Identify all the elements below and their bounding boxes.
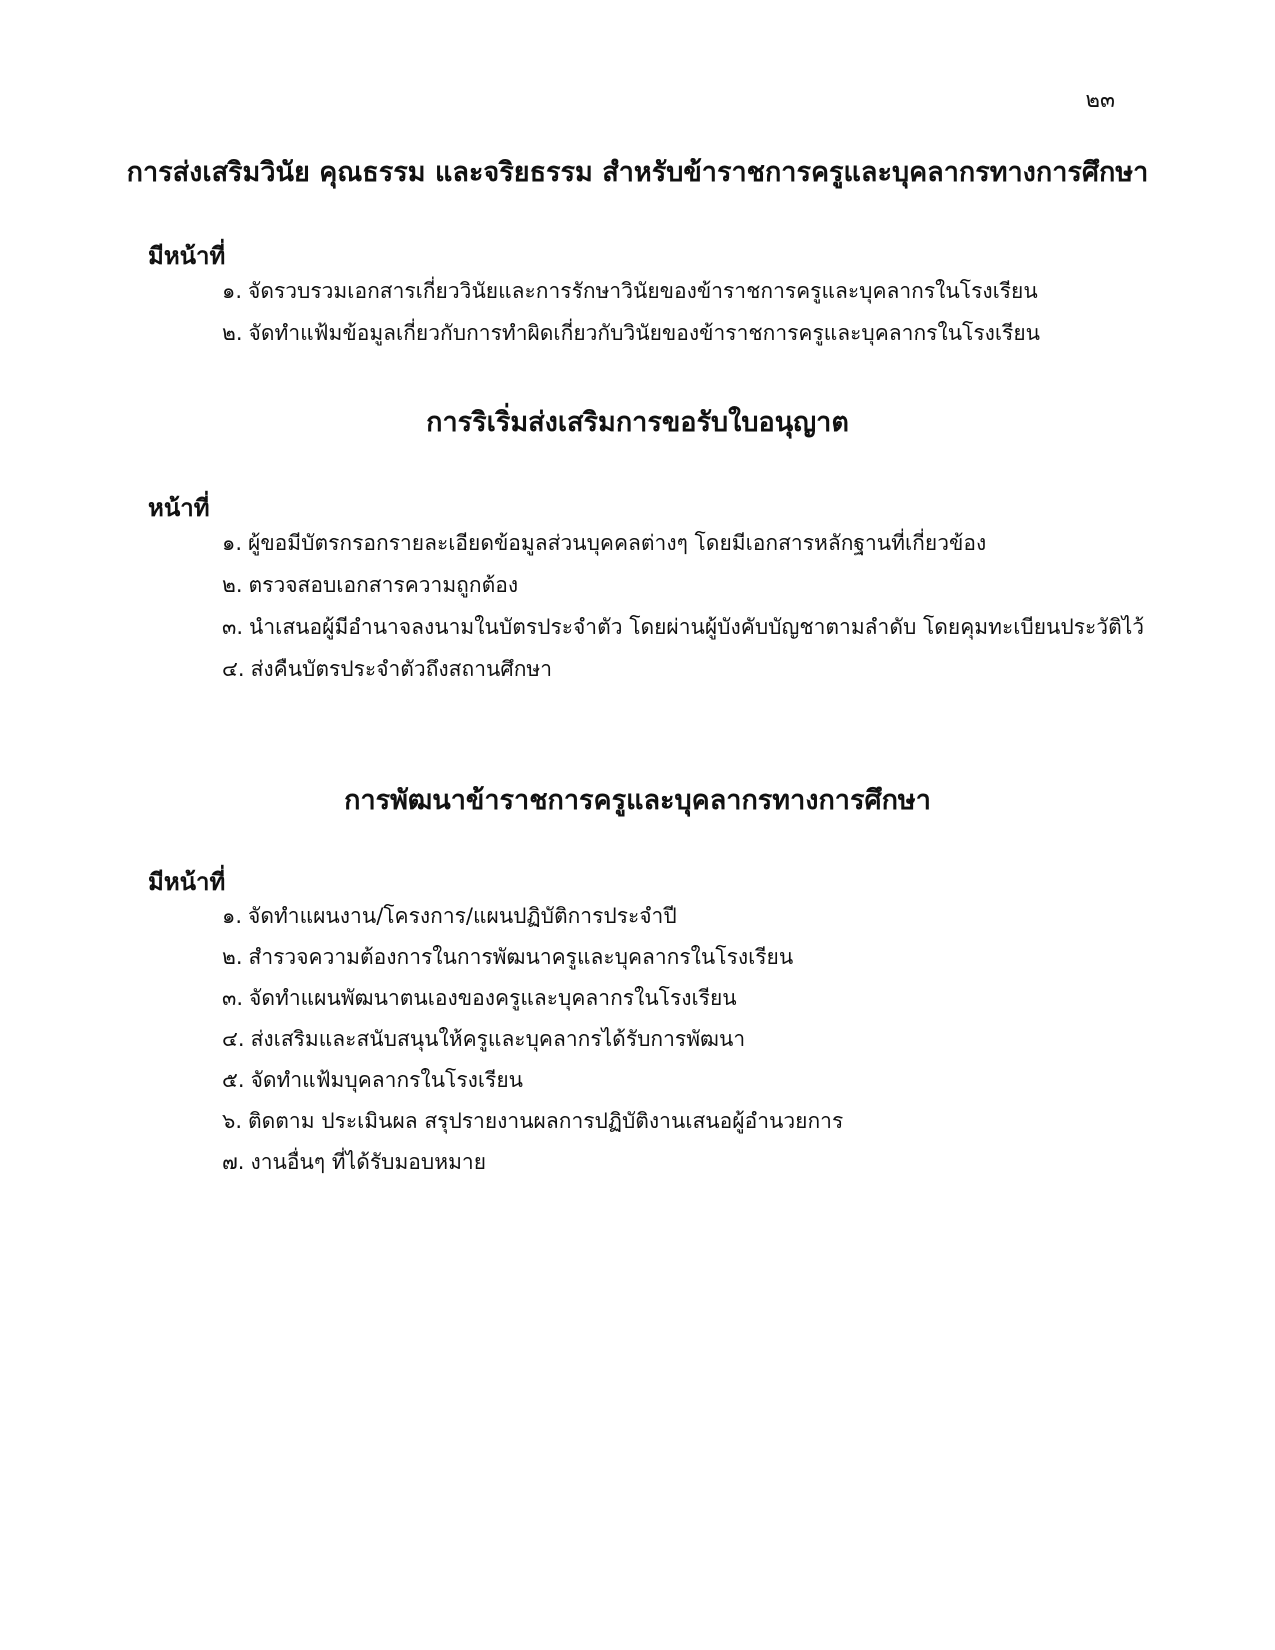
list-item xyxy=(222,1060,843,1101)
item-number: ๔. xyxy=(222,1027,245,1051)
item-number: ๑. xyxy=(222,531,243,555)
list-item xyxy=(222,1101,843,1142)
duty-heading-license: หน้าที่ xyxy=(148,494,210,522)
item-number: ๓. xyxy=(222,986,244,1010)
item-text: ส่งคืนบัตรประจำตัวถึงสถานศึกษา xyxy=(250,657,553,681)
list-item xyxy=(222,978,843,1019)
item-text: นำเสนอผู้มีอำนาจลงนามในบัตรประจำตัว โดยผ่านผู้บังคับบัญชาตามลำดับ โดยคุมทะเบียนประวัติไว้ xyxy=(249,615,1145,639)
item-number: ๒. xyxy=(222,945,243,969)
duty-heading-discipline: มีหน้าที่ xyxy=(148,242,226,270)
item-number: ๑. xyxy=(222,279,243,303)
duty-list-license xyxy=(222,522,1144,690)
list-item xyxy=(222,312,1040,354)
item-text: ตรวจสอบเอกสารความถูกต้อง xyxy=(248,573,519,597)
duty-heading-development: มีหน้าที่ xyxy=(148,868,226,896)
list-item xyxy=(222,648,1144,690)
item-text: ส่งเสริมและสนับสนุนให้ครูและบุคลากรได้รับการพัฒนา xyxy=(250,1027,746,1051)
list-item xyxy=(222,522,1144,564)
list-item xyxy=(222,896,843,937)
duty-list-discipline xyxy=(222,270,1040,354)
item-text: ติดตาม ประเมินผล สรุปรายงานผลการปฏิบัติงานเสนอผู้อำนวยการ xyxy=(248,1109,844,1133)
list-item xyxy=(222,937,843,978)
page-number: ๒๓ xyxy=(1085,88,1115,113)
list-item xyxy=(222,564,1144,606)
duty-list-development xyxy=(222,896,843,1183)
list-item xyxy=(222,1142,843,1183)
section-title-license: การริเริ่มส่งเสริมการขอรับใบอนุญาต xyxy=(426,407,849,438)
item-text: ผู้ขอมีบัตรกรอกรายละเอียดข้อมูลส่วนบุคคลต่างๆ โดยมีเอกสารหลักฐานที่เกี่ยวข้อง xyxy=(248,531,987,555)
item-number: ๓. xyxy=(222,615,244,639)
section-title-discipline: การส่งเสริมวินัย คุณธรรม และจริยธรรม สำหรับข้าราชการครูและบุคลากรทางการศึกษา xyxy=(126,157,1149,188)
item-number: ๒. xyxy=(222,573,243,597)
item-text: จัดทำแฟ้มข้อมูลเกี่ยวกับการทำผิดเกี่ยวกับวินัยของข้าราชการครูและบุคลากรในโรงเรียน xyxy=(248,321,1040,345)
item-number: ๒. xyxy=(222,321,243,345)
item-number: ๑. xyxy=(222,904,243,928)
item-number: ๔. xyxy=(222,657,245,681)
item-number: ๗. xyxy=(222,1150,245,1174)
section-title-development: การพัฒนาข้าราชการครูและบุคลากรทางการศึกษา xyxy=(344,785,931,816)
list-item xyxy=(222,606,1144,648)
item-text: จัดรวบรวมเอกสารเกี่ยววินัยและการรักษาวินัยของข้าราชการครูและบุคลากรในโรงเรียน xyxy=(248,279,1038,303)
item-number: ๕. xyxy=(222,1068,245,1092)
item-text: จัดทำแฟ้มบุคลากรในโรงเรียน xyxy=(250,1068,523,1092)
item-text: งานอื่นๆ ที่ได้รับมอบหมาย xyxy=(250,1150,487,1174)
item-text: จัดทำแผนงาน/โครงการ/แผนปฏิบัติการประจำปี xyxy=(248,904,677,928)
item-text: จัดทำแผนพัฒนาตนเองของครูและบุคลากรในโรงเรียน xyxy=(249,986,737,1010)
item-number: ๖. xyxy=(222,1109,243,1133)
list-item xyxy=(222,270,1040,312)
list-item xyxy=(222,1019,843,1060)
item-text: สำรวจความต้องการในการพัฒนาครูและบุคลากรในโรงเรียน xyxy=(248,945,794,969)
